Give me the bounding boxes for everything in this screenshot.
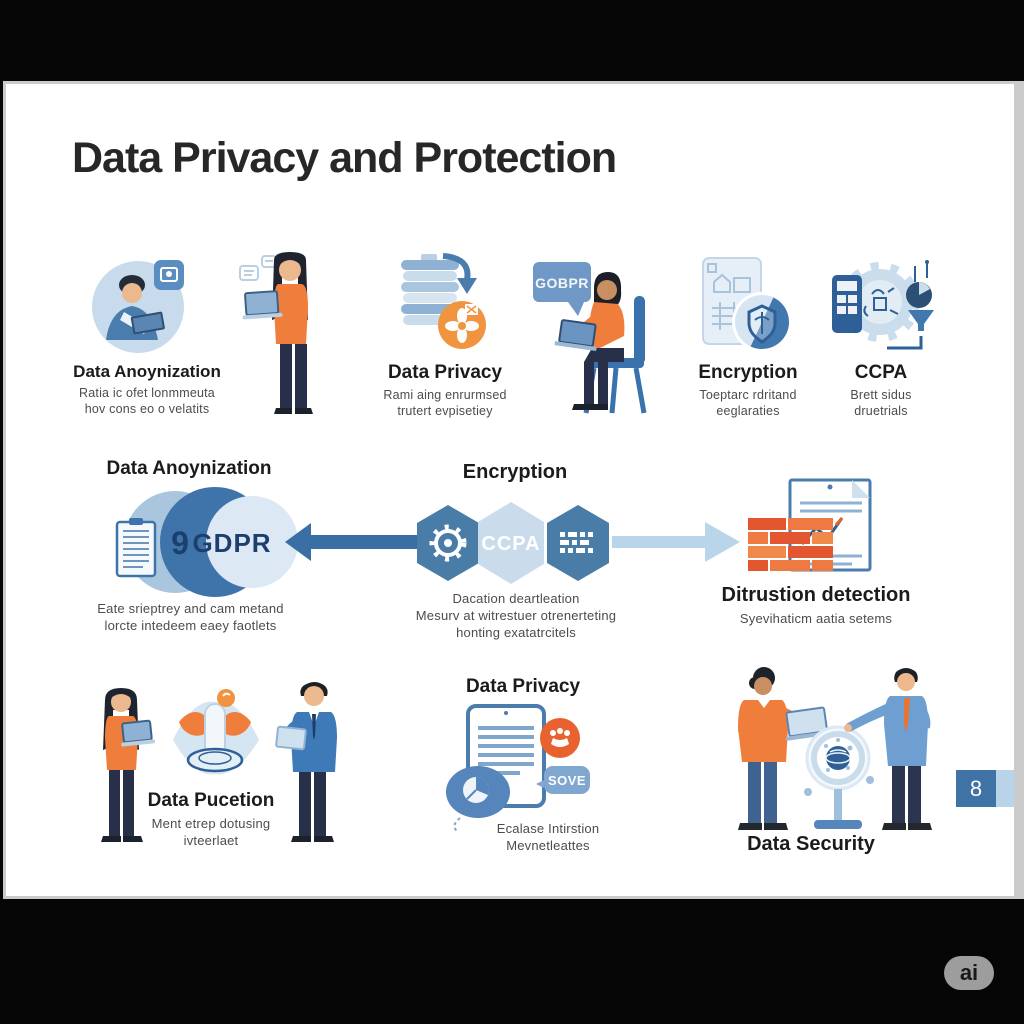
phone-icon: [832, 275, 862, 333]
item-subtext: druetrials: [854, 404, 908, 418]
item-label: Data Privacy: [387, 362, 503, 383]
abstract-privacy-icon: [173, 689, 259, 774]
privacy-badge-icon: [438, 301, 486, 349]
chat-doodle-icon: [240, 256, 276, 280]
encryption-subtext: Dacation deartleation Mesurv at witrestuer otrenerteting honting exatatrcitels: [415, 591, 617, 640]
shield-badge-icon: [732, 292, 798, 358]
page-number-badge-tail: [996, 770, 1014, 807]
pie-chart-icon: [906, 282, 932, 308]
fan-device-icon: [804, 727, 874, 829]
item-subtext: trutert evpisetiey: [397, 404, 493, 418]
gear-icon: [432, 527, 464, 559]
data-security-label: Data Security: [747, 833, 875, 855]
item-data-anonymization: [47, 362, 247, 417]
arrow-right-icon: [598, 518, 746, 566]
section-heading-encryption: Encryption: [462, 461, 568, 483]
venn-number: 9: [171, 525, 189, 561]
anonymization-person-circle-icon: [90, 252, 190, 357]
sove-bubble-text: SOVE: [547, 773, 587, 788]
ai-watermark-badge: ai: [944, 956, 994, 990]
section-heading-anonymization: Data Anoynization: [106, 458, 272, 479]
page-number-badge: 8: [956, 770, 996, 807]
anonymization-subtext: Eate srieptrey and cam metand lorcte intedeem eaey faotlets: [97, 601, 284, 633]
device-badge-icon: [154, 260, 184, 290]
right-gutter: [1014, 81, 1024, 899]
intrusion-detection-label: Ditrustion detection Syevihaticm aatia setems: [721, 584, 911, 626]
arrow-left-icon: [283, 518, 423, 566]
item-subtext: eeglaraties: [716, 404, 780, 418]
data-protection-label: Data Pucetion Ment etrep dotusing ivteerlaet: [147, 790, 275, 848]
gdpr-label: GDPR: [192, 528, 272, 558]
section-heading-data-privacy: Data Privacy: [465, 676, 581, 697]
data-dots-icon: [560, 532, 593, 553]
privacy-tablet-icon: [440, 700, 600, 840]
item-subtext: Rami aing enrurmsed: [383, 388, 507, 402]
item-subtext: hov cons eo o velatits: [84, 402, 210, 416]
item-subtext: Ratia ic ofet lonmmeuta: [79, 386, 215, 400]
speech-bubble-text: GOBPR: [535, 275, 589, 291]
item-subtext: Brett sidus: [850, 388, 912, 402]
ccpa-devices-icon: [828, 258, 948, 363]
funnel-icon: [908, 310, 934, 331]
item-label: CCPA: [854, 362, 908, 383]
users-badge-icon: [540, 718, 580, 758]
laptop-icon: [555, 319, 600, 351]
hex-ccpa-label: CCPA: [481, 533, 541, 555]
hexagon-chain-icon: [408, 497, 620, 589]
standing-woman-laptop-illustration: [238, 252, 338, 422]
database-privacy-icon: [395, 252, 495, 352]
item-ccpa: [781, 362, 981, 419]
privacy-subtext: Ecalase Intirstion Mevnetleattes: [496, 821, 600, 853]
data-security-illustration: [700, 662, 950, 862]
item-subtext: Toeptarc rdritand: [699, 388, 797, 402]
item-label: Data Anoynization: [73, 362, 221, 381]
antenna-icon: [915, 262, 927, 282]
pie-badge-icon: [446, 766, 510, 818]
page-title: Data Privacy and Protection: [72, 134, 617, 182]
laptop-icon: [241, 291, 283, 320]
firewall-document-icon: [742, 476, 882, 576]
speech-bubble-icon: [533, 262, 591, 316]
encryption-tablet-shield-icon: [700, 252, 835, 362]
clipboard-icon: [117, 518, 155, 576]
item-label: Encryption: [698, 362, 798, 383]
item-data-privacy: [345, 362, 545, 419]
gdpr-venn-icon: [110, 485, 310, 605]
